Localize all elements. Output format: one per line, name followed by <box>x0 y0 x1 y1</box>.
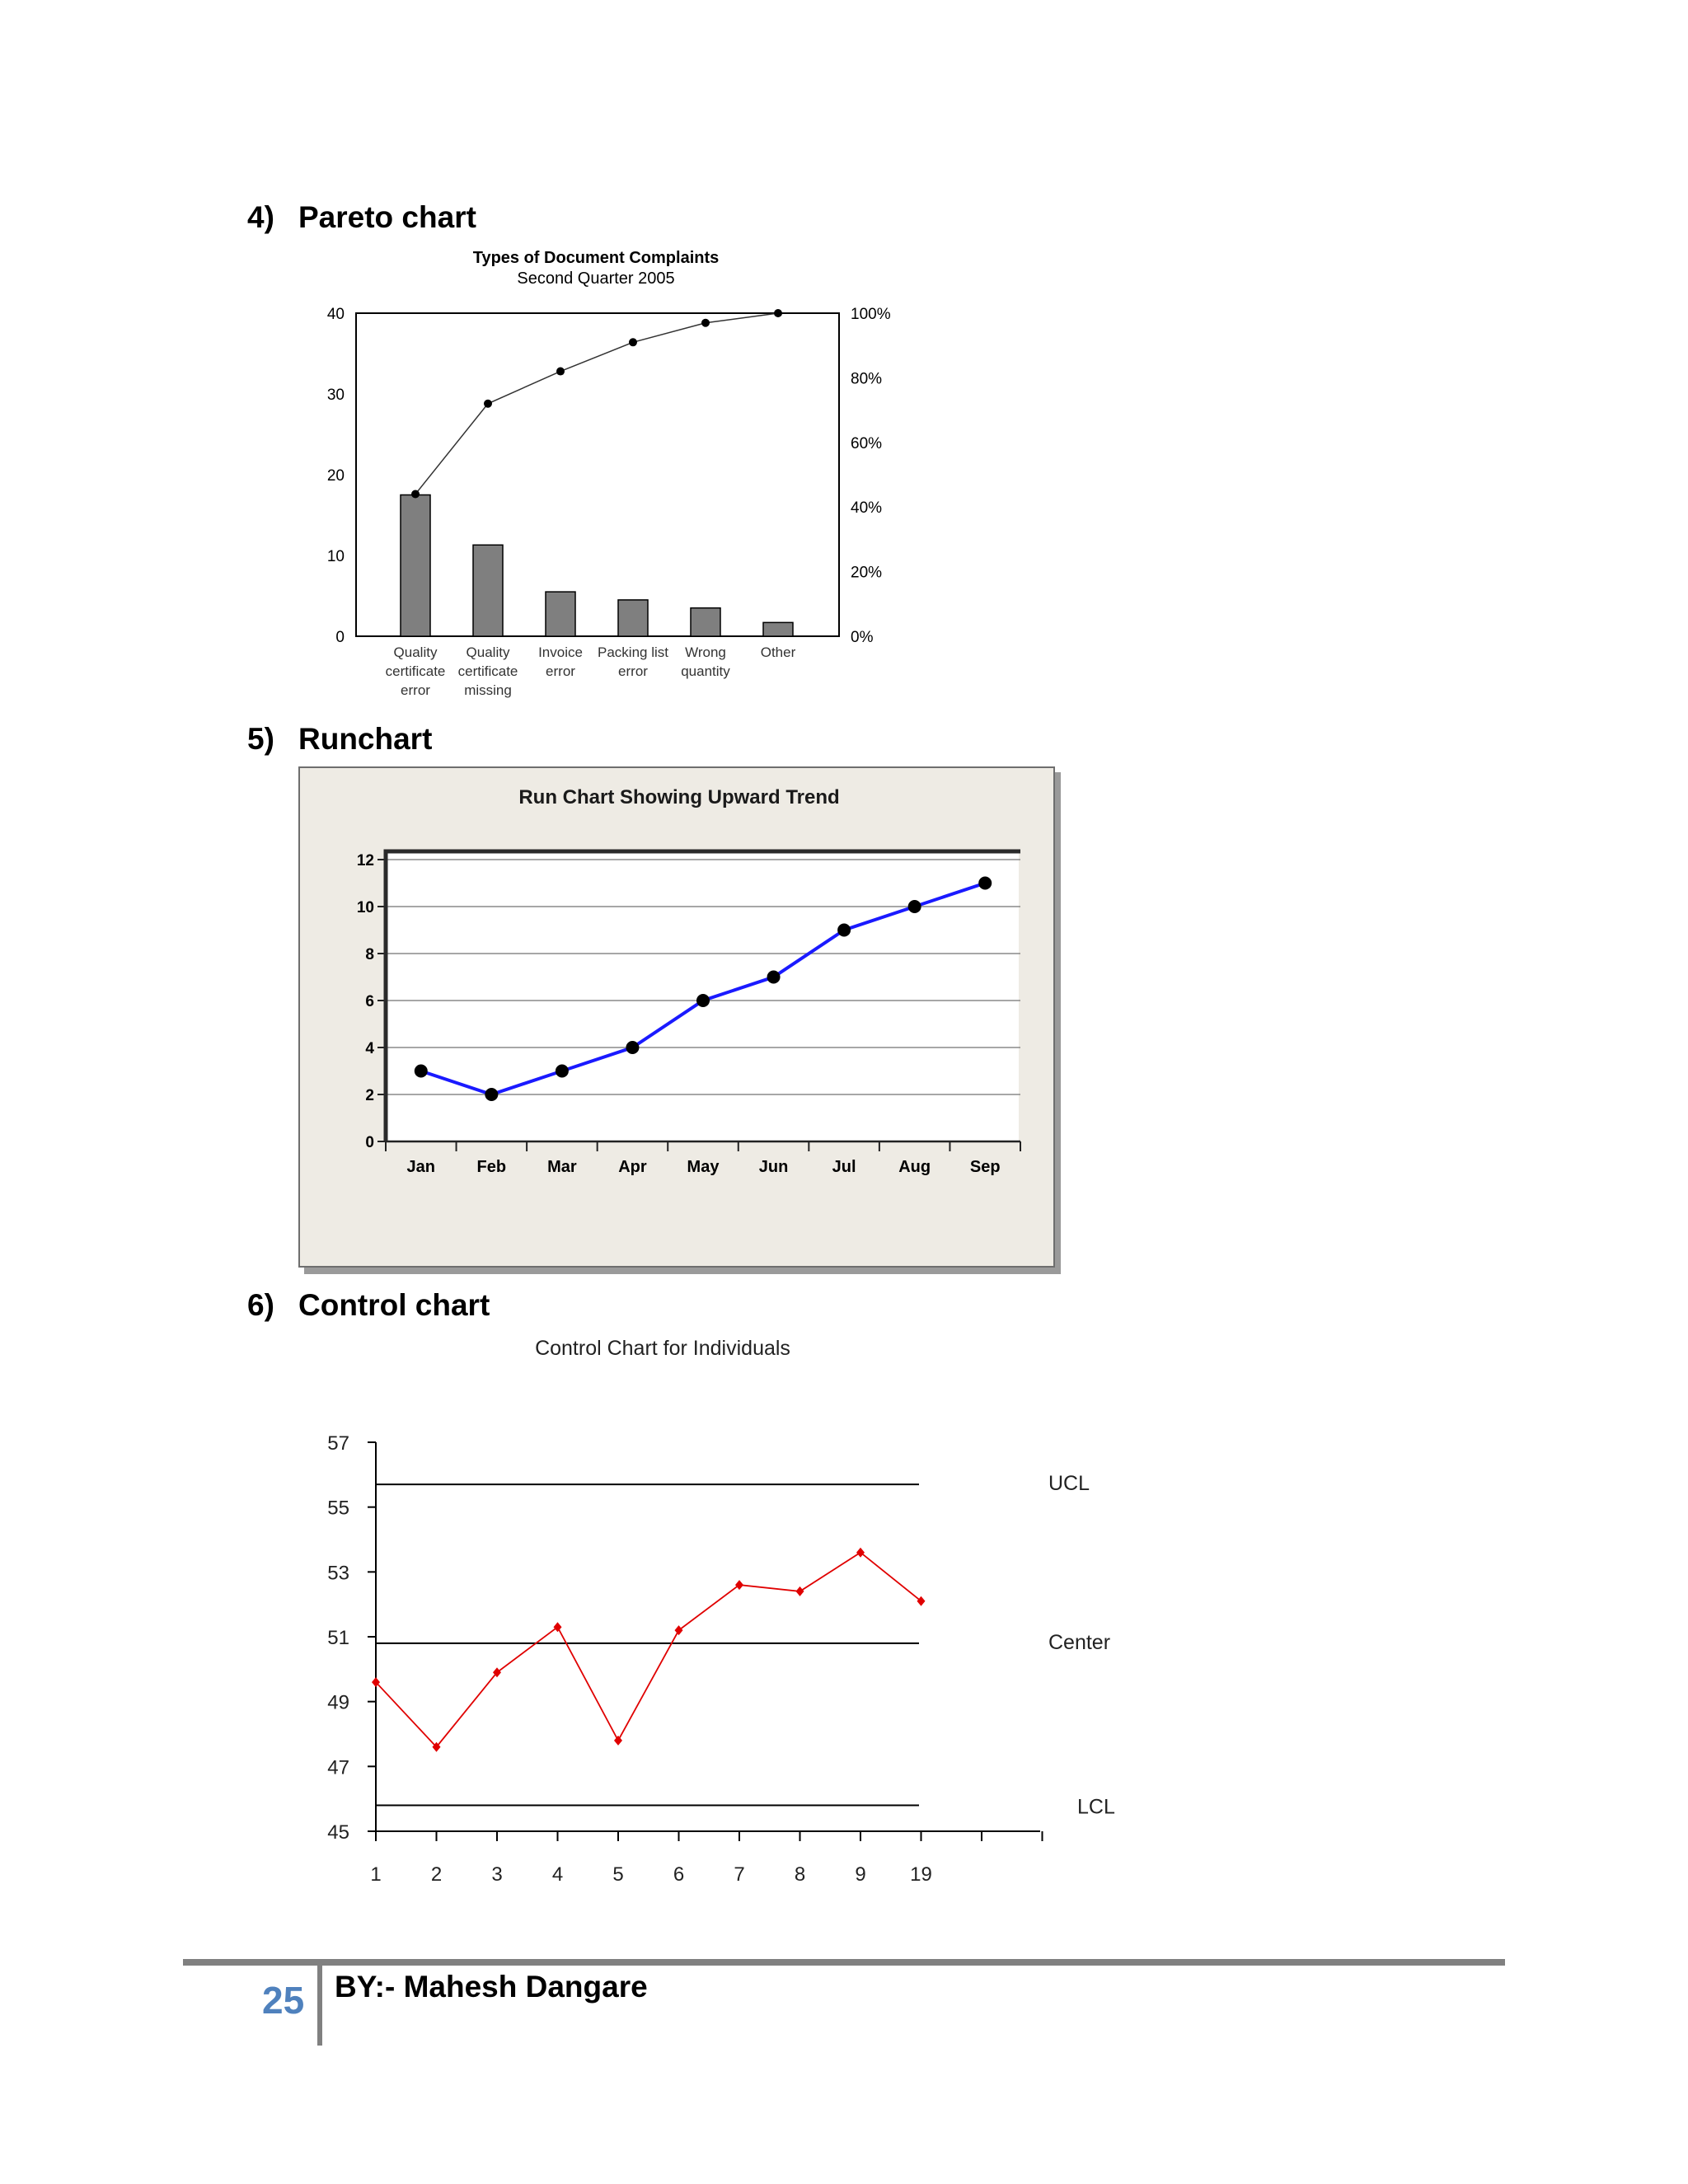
run-y-tick-label: 10 <box>356 899 374 916</box>
control-y-tick-label: 55 <box>327 1497 349 1520</box>
section-number: 6) <box>247 1288 274 1322</box>
control-y-tick-label: 51 <box>327 1627 349 1649</box>
run-x-tick-label: Jul <box>832 1158 856 1176</box>
pareto-cumulative-point <box>411 490 420 499</box>
control-y-tick-label: 57 <box>327 1432 349 1455</box>
run-x-tick-label: May <box>687 1158 720 1176</box>
pareto-y2-tick-label: 40% <box>851 499 883 518</box>
page-number: 25 <box>262 1979 305 2022</box>
section-number: 5) <box>247 722 274 756</box>
control-limit-label: Center <box>1048 1630 1111 1654</box>
run-chart-title: Run Chart Showing Upward Trend <box>518 786 840 808</box>
control-x-tick-label: 8 <box>794 1863 806 1886</box>
run-data-point <box>837 924 851 937</box>
section-heading-runchart <box>247 722 432 757</box>
control-data-point <box>917 1596 926 1606</box>
run-y-tick-label: 12 <box>356 852 374 869</box>
control-data-point <box>796 1586 804 1596</box>
control-data-point <box>856 1548 865 1558</box>
author-credit: BY:- Mahesh Dangare <box>335 1970 648 2004</box>
pareto-category-label: Quality <box>466 644 510 660</box>
section-heading-control <box>247 1288 490 1323</box>
run-data-point <box>485 1088 498 1101</box>
control-data-point <box>735 1580 743 1590</box>
pareto-chart <box>313 247 907 709</box>
run-data-point <box>696 994 710 1007</box>
run-y-tick-label: 0 <box>365 1134 374 1151</box>
pareto-cumulative-point <box>629 338 637 346</box>
pareto-category-label: error <box>401 682 430 698</box>
pareto-title: Types of Document Complaints <box>472 249 720 267</box>
control-x-tick-label: 6 <box>673 1863 685 1886</box>
section-title: Runchart <box>298 722 433 756</box>
pareto-category-label: missing <box>464 682 512 698</box>
control-x-tick-label: 7 <box>734 1863 745 1886</box>
footer-rule <box>183 1959 1505 1966</box>
pareto-y2-tick-label: 60% <box>851 434 883 452</box>
run-x-tick-label: Mar <box>547 1158 577 1176</box>
run-chart <box>298 766 1061 1274</box>
section-heading-pareto <box>247 200 476 235</box>
pareto-category-label: certificate <box>385 663 446 679</box>
run-x-tick-label: Jun <box>758 1158 789 1176</box>
control-chart-title: Control Chart for Individuals <box>535 1337 790 1360</box>
run-y-tick-label: 8 <box>365 946 374 963</box>
run-y-tick-label: 2 <box>365 1087 374 1104</box>
control-series-line <box>376 1553 921 1747</box>
control-x-tick-label: 9 <box>855 1863 866 1886</box>
pareto-bar <box>473 545 503 636</box>
control-x-tick-label: 2 <box>430 1863 443 1886</box>
pareto-cumulative-line <box>415 313 778 494</box>
pareto-y-tick-label: 30 <box>326 387 345 404</box>
pareto-category-label: error <box>546 663 575 679</box>
pareto-bar <box>618 600 648 636</box>
run-x-tick-label: Sep <box>969 1158 1001 1176</box>
pareto-category-label: Invoice <box>538 644 583 660</box>
run-data-point <box>415 1065 428 1078</box>
run-data-point <box>978 877 992 890</box>
control-x-tick-label: 3 <box>491 1863 503 1886</box>
control-chart <box>305 1335 1146 1896</box>
pareto-y2-tick-label: 80% <box>851 370 883 388</box>
run-data-point <box>908 900 921 913</box>
run-x-tick-label: Apr <box>618 1158 647 1176</box>
pareto-y-tick-label: 40 <box>326 306 345 323</box>
control-data-point <box>614 1736 622 1746</box>
pareto-bar <box>691 608 720 636</box>
pareto-category-label: error <box>618 663 648 679</box>
control-x-tick-label: 19 <box>910 1863 932 1886</box>
pareto-bar <box>546 592 575 636</box>
pareto-bar <box>401 495 430 637</box>
pareto-cumulative-point <box>484 400 492 408</box>
control-data-point <box>554 1622 562 1632</box>
section-title: Control chart <box>298 1288 490 1322</box>
run-data-point <box>767 971 781 984</box>
pareto-y-tick-label: 20 <box>326 467 345 485</box>
control-y-tick-label: 53 <box>327 1562 349 1585</box>
control-x-tick-label: 5 <box>612 1863 624 1886</box>
control-x-tick-label: 4 <box>551 1863 564 1886</box>
control-y-tick-label: 47 <box>327 1756 349 1779</box>
run-y-tick-label: 4 <box>365 1040 374 1057</box>
pareto-subtitle: Second Quarter 2005 <box>517 269 675 288</box>
section-title: Pareto chart <box>298 200 476 234</box>
run-data-point <box>626 1041 639 1054</box>
pareto-category-label: Wrong <box>685 644 726 660</box>
pareto-cumulative-point <box>556 368 565 376</box>
pareto-category-label: quantity <box>681 663 730 679</box>
pareto-y2-tick-label: 0% <box>851 629 874 646</box>
pareto-category-label: Quality <box>393 644 438 660</box>
control-y-tick-label: 49 <box>327 1691 349 1714</box>
footer-divider <box>317 1966 322 2046</box>
section-number: 4) <box>247 200 274 234</box>
run-x-tick-label: Feb <box>476 1158 507 1176</box>
pareto-category-label: Other <box>760 644 796 660</box>
run-y-tick-label: 6 <box>365 993 374 1010</box>
run-data-point <box>556 1065 569 1078</box>
pareto-y2-tick-label: 100% <box>851 306 891 323</box>
pareto-bar <box>763 622 793 636</box>
control-limit-label: UCL <box>1048 1472 1090 1496</box>
pareto-cumulative-point <box>701 319 710 327</box>
run-x-tick-label: Jan <box>406 1158 436 1176</box>
control-x-tick-label: 1 <box>370 1863 382 1886</box>
pareto-y-tick-label: 10 <box>326 548 345 565</box>
run-x-tick-label: Aug <box>898 1158 931 1176</box>
pareto-category-label: Packing list <box>598 644 668 660</box>
pareto-y2-tick-label: 20% <box>851 564 883 582</box>
pareto-category-label: certificate <box>457 663 518 679</box>
control-data-point <box>675 1625 683 1635</box>
pareto-cumulative-point <box>774 309 782 317</box>
control-y-tick-label: 45 <box>327 1821 349 1844</box>
control-limit-label: LCL <box>1077 1795 1115 1819</box>
pareto-y-tick-label: 0 <box>335 629 345 646</box>
